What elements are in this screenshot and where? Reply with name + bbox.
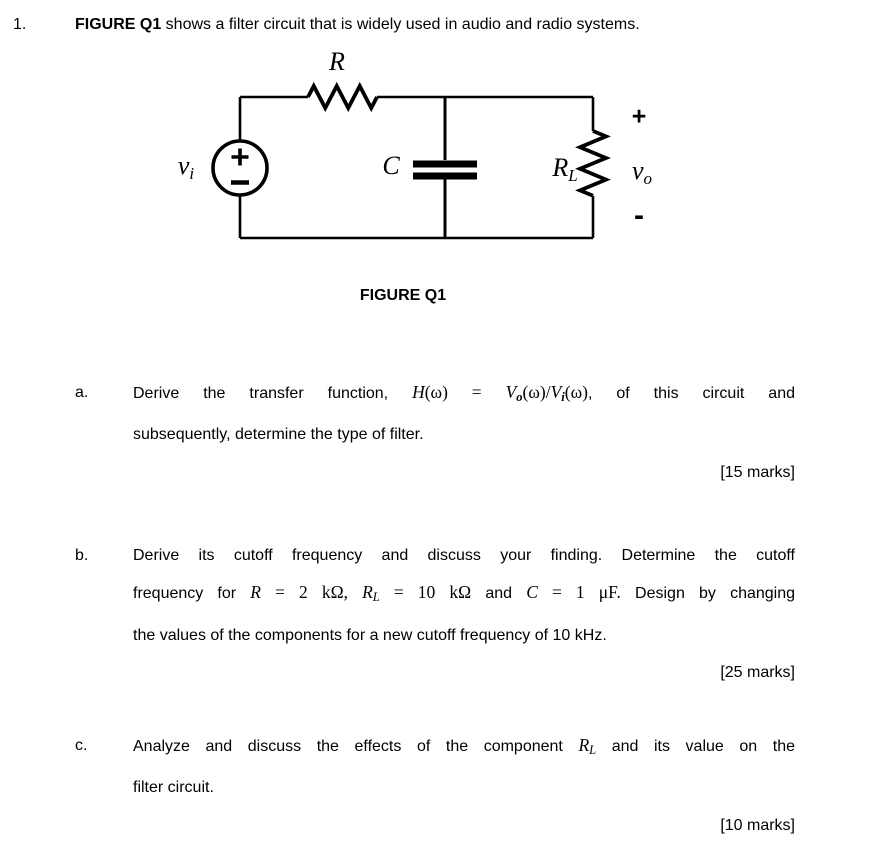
question-a-label: a. — [75, 384, 89, 401]
filter-circuit-diagram — [150, 45, 710, 270]
question-a-body — [133, 374, 795, 491]
question-text-line: Analyze and discuss the effects of the component RL and its value on the — [133, 735, 795, 757]
question-b-marks: [25 marks] — [720, 663, 795, 681]
question-text-line: Derive its cutoff frequency and discuss your finding. Determine the cutoff — [133, 547, 795, 564]
heading-rest: shows a filter circuit that is widely used in audio and radio systems. — [161, 16, 640, 33]
capacitor-top-plate — [413, 161, 477, 168]
figure-caption: FIGURE Q1 — [359, 287, 447, 304]
input-voltage-label: $v_i$ — [177, 151, 195, 183]
figure-reference: FIGURE Q1 — [75, 16, 162, 33]
question-text-line: filter circuit. — [133, 779, 214, 797]
question-b — [75, 537, 797, 691]
question-a-text — [133, 374, 795, 454]
item-number: 1. — [13, 16, 27, 33]
question-text-line: subsequently, determine the type of filter. — [133, 426, 424, 444]
question-c-label: c. — [75, 737, 88, 754]
question-c-marks: [10 marks] — [720, 816, 795, 834]
output-voltage-label: $v_o$ — [631, 156, 653, 188]
load-resistor-RL-zigzag — [580, 131, 606, 196]
question-c — [75, 727, 797, 844]
load-resistor-label: $R_L$ — [552, 153, 578, 185]
resistor-R-zigzag — [308, 86, 377, 108]
capacitor-label: C — [382, 151, 400, 180]
output-minus-sign: - — [634, 199, 644, 232]
question-a — [75, 374, 797, 491]
question-text-line: frequency for R = 2 kΩ, RL = 10 kΩ and C = 1 μF. Design by changing — [133, 582, 796, 605]
output-plus-sign: + — [631, 102, 647, 131]
question-c-body — [133, 727, 795, 844]
question-text-line: Derive the transfer function, H(ω) = Vo(ω)/Vi(ω), of this circuit and — [133, 382, 795, 404]
capacitor-bottom-plate — [413, 173, 477, 180]
question-a-marks: [15 marks] — [720, 463, 795, 481]
question-c-text — [133, 727, 795, 807]
question-b-text — [133, 537, 795, 654]
heading-text — [75, 13, 815, 37]
resistor-label: R — [329, 47, 345, 76]
question-b-label: b. — [75, 547, 89, 564]
question-b-body — [133, 537, 795, 691]
question-text-line: the values of the components for a new cutoff frequency of 10 kHz. — [133, 626, 607, 644]
